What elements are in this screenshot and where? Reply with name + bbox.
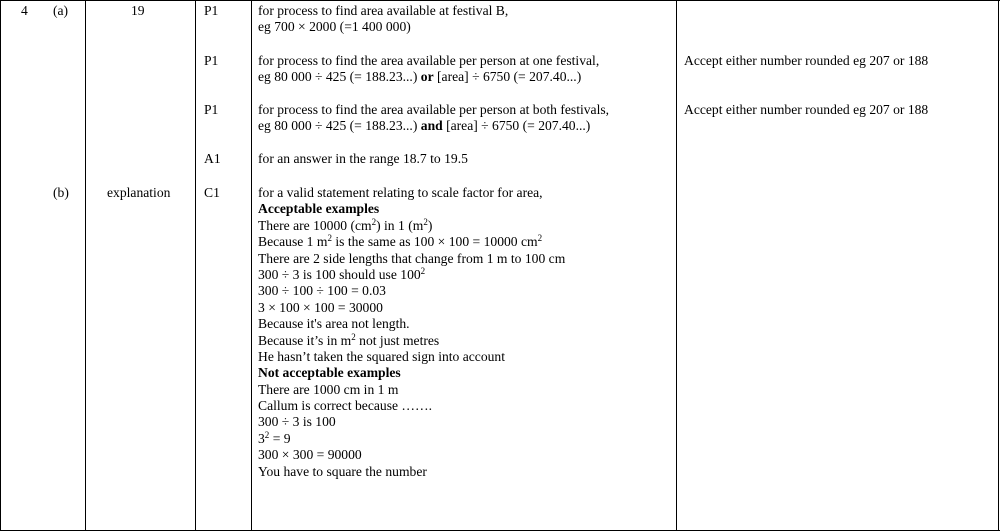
notes-row3 xyxy=(258,102,609,135)
table-left-border xyxy=(0,0,1,531)
acceptable-line-9: He hasn’t taken the squared sign into account xyxy=(258,348,506,364)
col-divider-4 xyxy=(676,0,677,531)
text: is the same as 100 × 100 = 10000 cm xyxy=(331,234,538,250)
acceptable-line-6: 3 × 100 × 100 = 30000 xyxy=(258,299,383,315)
mark-p1-row1: P1 xyxy=(204,3,219,18)
part-b-answer: explanation xyxy=(107,185,171,200)
not-acceptable-line-5: 300 × 300 = 90000 xyxy=(258,447,362,463)
text: There are 10000 (cm xyxy=(258,217,372,233)
not-acceptable-line-3: 300 ÷ 3 is 100 xyxy=(258,414,336,430)
acceptable-examples-heading: Acceptable examples xyxy=(258,201,380,217)
superscript: 2 xyxy=(420,265,426,276)
notes-row2 xyxy=(258,53,599,86)
text: = 9 xyxy=(269,430,291,446)
not-acceptable-line-1: There are 1000 cm in 1 m xyxy=(258,381,399,397)
notes-row3-line2 xyxy=(258,118,609,134)
part-a-answer: 19 xyxy=(131,3,145,18)
superscript: 2 xyxy=(264,429,270,440)
notes-row2-line2-pre: eg 80 000 ÷ 425 (= 188.23...) xyxy=(258,69,421,85)
notes-row1-line1: for process to find area available at festival B, xyxy=(258,3,509,18)
additional-guidance-row3: Accept either number rounded eg 207 or 188 xyxy=(684,102,929,117)
not-acceptable-line-2: Callum is correct because ……. xyxy=(258,398,433,414)
notes-row3-line1: for process to find the area available per person at both festivals, xyxy=(258,102,610,117)
superscript: 2 xyxy=(351,331,356,342)
question-number: 4 xyxy=(21,3,28,18)
text: 300 ÷ 3 is 100 should use 100 xyxy=(258,266,421,282)
acceptable-line-7: Because it's area not length. xyxy=(258,316,410,332)
acceptable-line-3: There are 2 side lengths that change from 1 m to 100 cm xyxy=(258,250,566,266)
acceptable-line-5: 300 ÷ 100 ÷ 100 = 0.03 xyxy=(258,283,386,299)
part-a-label: (a) xyxy=(53,3,69,18)
notes-row2-line1: for process to find the area available per person at one festival, xyxy=(258,53,600,68)
notes-row1 xyxy=(258,3,508,36)
acceptable-line-4 xyxy=(258,267,565,283)
part-b-notes xyxy=(258,185,565,480)
notes-row3-line2-pre: eg 80 000 ÷ 425 (= 188.23...) xyxy=(258,118,421,134)
text: Because 1 m xyxy=(258,234,328,250)
text: not just metres xyxy=(355,332,440,348)
notes-row3-and-keyword: and xyxy=(420,118,443,134)
text: ) in 1 (m xyxy=(376,217,424,233)
notes-row1-line2: eg 700 × 2000 (=1 400 000) xyxy=(258,19,411,35)
notes-row4: for an answer in the range 18.7 to 19.5 xyxy=(258,151,468,166)
table-right-border xyxy=(998,0,999,531)
mark-p1-row3: P1 xyxy=(204,102,219,117)
mark-p1-row2: P1 xyxy=(204,53,219,68)
acceptable-line-2 xyxy=(258,234,565,250)
notes-row2-or-keyword: or xyxy=(420,69,434,85)
col-divider-1 xyxy=(85,0,86,531)
notes-row2-line2 xyxy=(258,69,599,85)
text: Because it’s in m xyxy=(258,332,352,348)
superscript: 2 xyxy=(327,233,332,244)
col-divider-2 xyxy=(195,0,196,531)
table-bottom-border xyxy=(0,530,1000,531)
additional-guidance-row2: Accept either number rounded eg 207 or 188 xyxy=(684,53,929,68)
part-b-label: (b) xyxy=(53,185,69,200)
acceptable-line-8 xyxy=(258,333,565,349)
mark-a1: A1 xyxy=(204,151,221,166)
text: ) xyxy=(427,217,433,233)
not-acceptable-line-4 xyxy=(258,431,565,447)
clipped-glyph-fragment xyxy=(850,0,862,2)
superscript: 2 xyxy=(423,216,428,227)
col-divider-3 xyxy=(251,0,252,531)
not-acceptable-line-6: You have to square the number xyxy=(258,463,427,479)
superscript: 2 xyxy=(371,216,377,227)
text: 3 xyxy=(258,430,265,446)
acceptable-line-1 xyxy=(258,218,565,234)
not-acceptable-examples-heading: Not acceptable examples xyxy=(258,365,401,381)
notes-row3-line2-post: [area] ÷ 6750 (= 207.40...) xyxy=(442,118,591,134)
mark-c1: C1 xyxy=(204,185,220,200)
superscript: 2 xyxy=(537,233,543,244)
notes-row2-line2-post: [area] ÷ 6750 (= 207.40...) xyxy=(433,69,582,85)
part-b-intro: for a valid statement relating to scale factor for area, xyxy=(258,185,543,200)
